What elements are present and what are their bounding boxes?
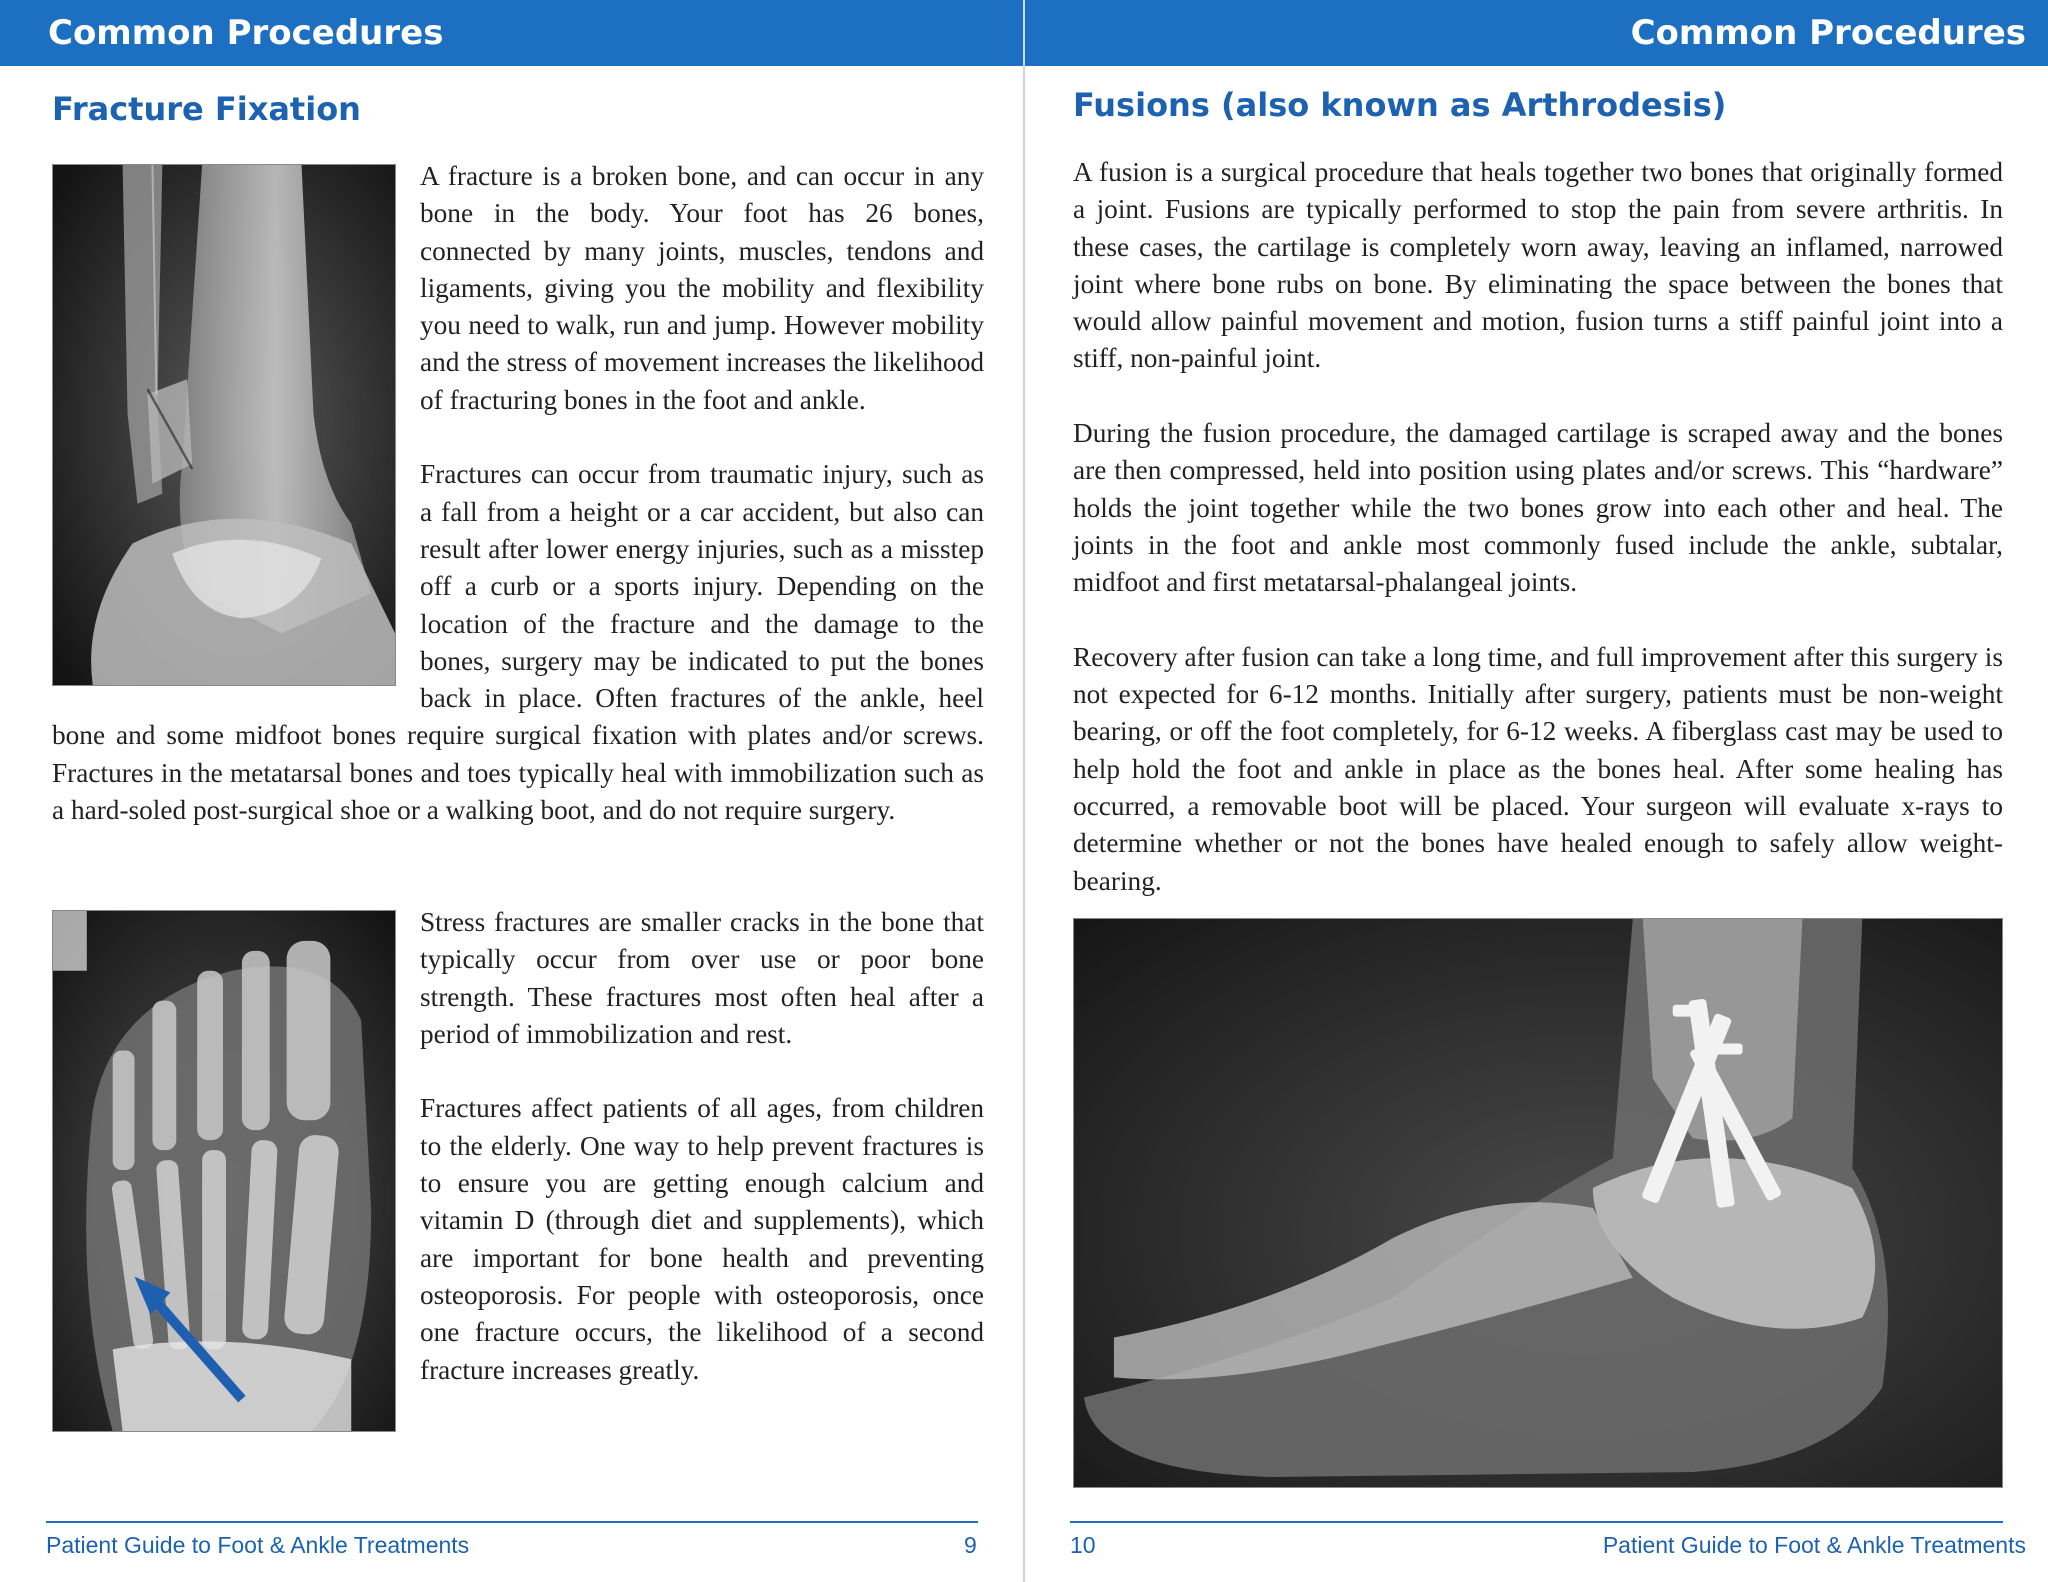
- fusion-text: [1073, 154, 2003, 900]
- paragraph: Fractures affect patients of all ages, from children to the elderly. One way to help prevent fractures is to ensure you are getting enough calcium and vitamin D (through diet and supplements), which are important for bone health and preventing osteoporosis. For people with osteoporosis, once one fracture occurs, the likelihood of a second fracture increases greatly.: [420, 1093, 984, 1385]
- section-heading: Fusions (also known as Arthrodesis): [1073, 86, 1727, 124]
- ankle-fusion-screws-xray: [1073, 918, 2003, 1488]
- page-number: 10: [1070, 1532, 1096, 1558]
- section-heading: Fracture Fixation: [52, 90, 361, 128]
- page-9: [0, 0, 1023, 1582]
- paragraph: Fractures can occur from traumatic injury, such as a fall from a height or a car accident, but also can result after lower energy injuries, such as a misstep off a curb or a sports injury. Depending on the location of the fracture and the damage to the bones, surgery may be indicated to put the bones back in place. Often fractures of the ankle, heel bone and some midfoot bones require surgical fixation with plates and/or screws. Fractures in the metatarsal bones and toes typically heal with immobilization such as a hard-soled post-surgical shoe or a walking boot, and do not require surgery.: [52, 459, 984, 826]
- section-banner: Common Procedures: [0, 0, 1023, 66]
- footer-divider: [46, 1521, 978, 1523]
- paragraph: Stress fractures are smaller cracks in the bone that typically occur from over use or poor bone strength. These fractures most often heal after a period of immobilization and rest.: [420, 907, 984, 1049]
- paragraph: A fusion is a surgical procedure that heals together two bones that originally formed a joint. Fusions are typically performed to stop the pain from severe arthritis. In these cases, the cartilage is completely worn away, leaving an inflamed, narrowed joint where bone rubs on bone. By eliminating the space between the bones that would allow painful movement and motion, fusion turns a stiff painful joint into a stiff, non-painful joint.: [1073, 157, 2003, 374]
- page-10: [1025, 0, 2048, 1582]
- paragraph: During the fusion procedure, the damaged cartilage is scraped away and the bones are then compressed, held into position using plates and/or screws. This “hardware” holds the joint together while the two bones grow into each other and heal. The joints in the foot and ankle most commonly fused include the ankle, subtalar, midfoot and first metatarsal-phalangeal joints.: [1073, 418, 2003, 598]
- fracture-text-top: [52, 158, 984, 829]
- paragraph: Recovery after fusion can take a long time, and full improvement after this surgery is not expected for 6-12 months. Initially after surgery, patients must be non-weight bearing, or off the foot completely, for 6-12 weeks. A fiberglass cast may be used to help hold the foot and ankle in place as the bones heal. After some healing has occurred, a removable boot will be placed. Your surgeon will evaluate x-rays to determine whether or not the bones have healed enough to safely allow weight-bearing.: [1073, 641, 2003, 896]
- page-number: 9: [964, 1532, 977, 1558]
- section-banner: Common Procedures: [1025, 0, 2048, 66]
- paragraph: A fracture is a broken bone, and can occur in any bone in the body. Your foot has 26 bones, connected by many joints, muscles, tendons and ligaments, giving you the mobility and flexibility you need to walk, run and jump. However mobility and the stress of movement increases the likelihood of fracturing bones in the foot and ankle.: [420, 161, 984, 415]
- ankle-fracture-xray: [52, 164, 396, 686]
- foot-stress-fracture-xray: [52, 910, 396, 1432]
- footer-title: Patient Guide to Foot & Ankle Treatments: [46, 1532, 470, 1558]
- footer-divider: [1070, 1521, 2003, 1523]
- fracture-text-bottom: [52, 904, 984, 1438]
- footer-title: Patient Guide to Foot & Ankle Treatments: [1602, 1532, 2026, 1558]
